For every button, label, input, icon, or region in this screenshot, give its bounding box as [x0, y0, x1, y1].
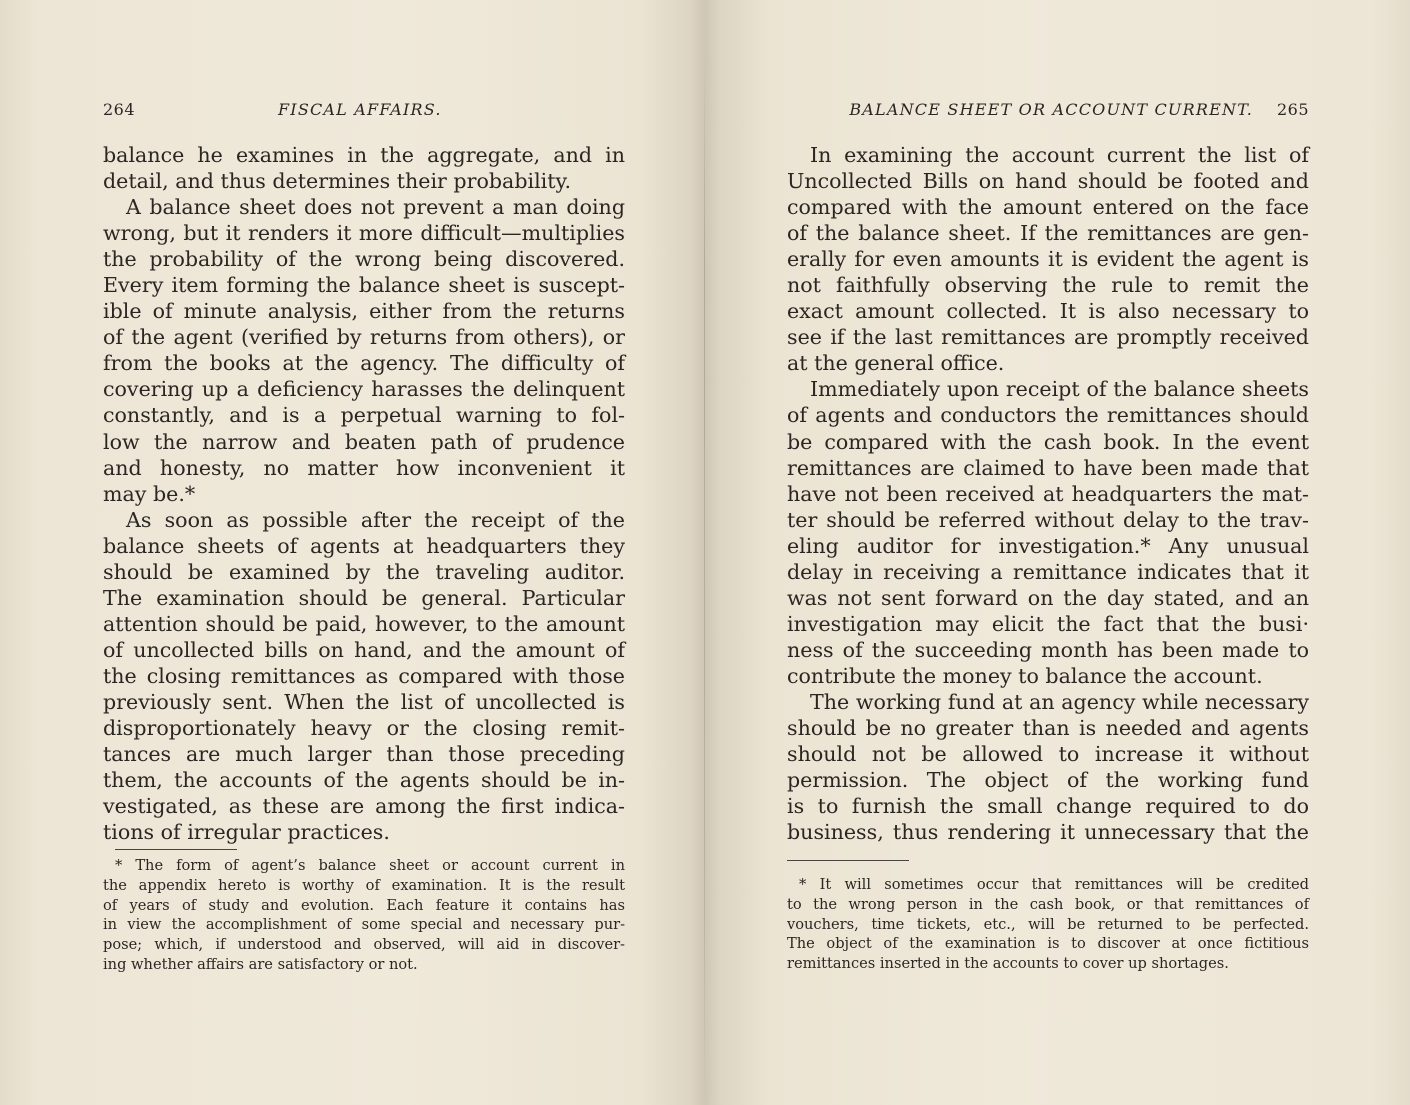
text-line: not faithfully observing the rule to remit the — [787, 273, 1309, 298]
text-line: Uncollected Bills on hand should be footed and — [787, 169, 1309, 194]
text-line: erally for even amounts it is evident the agent is — [787, 247, 1309, 272]
footnote-line: ing whether affairs are satisfactory or not. — [103, 955, 418, 973]
text-line: may be.* — [103, 481, 196, 506]
text-line: of the agent (verified by returns from others), or — [103, 325, 625, 350]
text-line: remittances are claimed to have been made that — [787, 455, 1309, 480]
footnote-line: to the wrong person in the cash book, or that remittances of — [787, 895, 1309, 913]
text-line: the probability of the wrong being discovered. — [103, 247, 625, 272]
text-line: of the balance sheet. If the remittances are gen- — [787, 221, 1309, 246]
footnote-line: of years of study and evolution. Each feature it contains has — [103, 896, 625, 914]
text-line: covering up a deficiency harasses the delinquent — [103, 377, 625, 402]
text-line: them, the accounts of the agents should be in- — [103, 768, 625, 793]
text-line: balance sheets of agents at headquarters they — [103, 533, 625, 558]
text-line: As soon as possible after the receipt of the — [126, 507, 625, 532]
text-line: Immediately upon receipt of the balance sheets — [810, 377, 1309, 402]
left-page — [103, 0, 625, 1105]
text-line: vestigated, as these are among the first indica- — [103, 794, 625, 819]
text-line: In examining the account current the list of — [810, 143, 1309, 167]
text-line: ness of the succeeding month has been made to — [787, 637, 1309, 662]
text-line: see if the last remittances are promptly received — [787, 325, 1309, 350]
text-line: balance he examines in the aggregate, and in — [103, 143, 625, 167]
text-line: low the narrow and beaten path of prudence — [103, 429, 625, 454]
text-line: should be no greater than is needed and agents — [787, 716, 1309, 741]
text-line: should be examined by the traveling auditor. — [103, 559, 625, 584]
text-line: The examination should be general. Particular — [103, 585, 625, 610]
right-page-number: 265 — [1276, 100, 1309, 119]
right-body-text — [787, 142, 1309, 845]
right-running-title: BALANCE SHEET OR ACCOUNT CURRENT. — [849, 100, 1253, 119]
text-line: investigation may elicit the fact that the busi· — [787, 611, 1309, 636]
text-line: the closing remittances as compared with those — [103, 663, 625, 688]
right-footnote — [787, 875, 1309, 974]
text-line: constantly, and is a perpetual warning to fol- — [103, 403, 625, 428]
footnote-line: * The form of agent’s balance sheet or account current in — [115, 857, 625, 874]
text-line: contribute the money to balance the account. — [787, 663, 1263, 688]
footnote-rule — [115, 849, 237, 850]
text-line: eling auditor for investigation.* Any unusual — [787, 533, 1309, 558]
text-line: business, thus rendering it unnecessary that the — [787, 820, 1309, 845]
footnote-line: the appendix hereto is worthy of examination. It is the result — [103, 876, 625, 894]
text-line: tions of irregular practices. — [103, 820, 390, 845]
text-line: The working fund at an agency while necessary — [810, 689, 1309, 714]
left-running-title: FISCAL AFFAIRS. — [278, 100, 442, 119]
text-line: disproportionately heavy or the closing remit- — [103, 716, 625, 741]
footnote-line: * It will sometimes occur that remittances will be credited — [799, 876, 1309, 893]
footnote-line: in view the accomplishment of some special and necessary pur- — [103, 916, 625, 934]
text-line: have not been received at headquarters the mat- — [787, 481, 1309, 506]
text-line: and honesty, no matter how inconvenient it — [103, 455, 625, 480]
text-line: of agents and conductors the remittances should — [787, 403, 1309, 428]
text-line: from the books at the agency. The difficulty of — [103, 351, 625, 376]
text-line: A balance sheet does not prevent a man doing — [126, 195, 625, 220]
text-line: was not sent forward on the day stated, and an — [787, 585, 1309, 610]
text-line: compared with the amount entered on the face — [787, 195, 1309, 220]
left-running-head — [103, 100, 625, 124]
text-line: is to furnish the small change required to do — [787, 794, 1309, 819]
text-line: wrong, but it renders it more difficult—multiplies — [103, 221, 625, 246]
text-line: at the general office. — [787, 351, 1005, 376]
right-page — [787, 0, 1309, 1105]
footnote-line: remittances inserted in the accounts to cover up shortages. — [787, 955, 1229, 973]
text-line: ible of minute analysis, either from the returns — [103, 299, 625, 324]
text-line: detail, and thus determines their probability. — [103, 169, 571, 194]
text-line: ter should be referred without delay to the trav- — [787, 507, 1309, 532]
text-line: permission. The object of the working fund — [787, 768, 1309, 793]
text-line: attention should be paid, however, to the amount — [103, 611, 625, 636]
text-line: tances are much larger than those preceding — [103, 742, 625, 767]
footnote-line: The object of the examination is to discover at once fictitious — [787, 935, 1309, 953]
footnote-rule — [787, 860, 909, 861]
left-page-number: 264 — [103, 100, 136, 119]
text-line: Every item forming the balance sheet is suscept- — [103, 273, 625, 298]
text-line: exact amount collected. It is also necessary to — [787, 299, 1309, 324]
right-running-head — [787, 100, 1309, 124]
left-footnote — [103, 856, 625, 975]
footnote-line: pose; which, if understood and observed, will aid in discover- — [103, 936, 625, 954]
text-line: delay in receiving a remittance indicates that it — [787, 559, 1309, 584]
text-line: previously sent. When the list of uncollected is — [103, 689, 625, 714]
text-line: of uncollected bills on hand, and the amount of — [103, 637, 625, 662]
text-line: be compared with the cash book. In the event — [787, 429, 1309, 454]
left-body-text — [103, 142, 625, 845]
text-line: should not be allowed to increase it without — [787, 742, 1309, 767]
book-gutter — [704, 60, 705, 1100]
footnote-line: vouchers, time tickets, etc., will be returned to be perfected. — [787, 915, 1309, 933]
